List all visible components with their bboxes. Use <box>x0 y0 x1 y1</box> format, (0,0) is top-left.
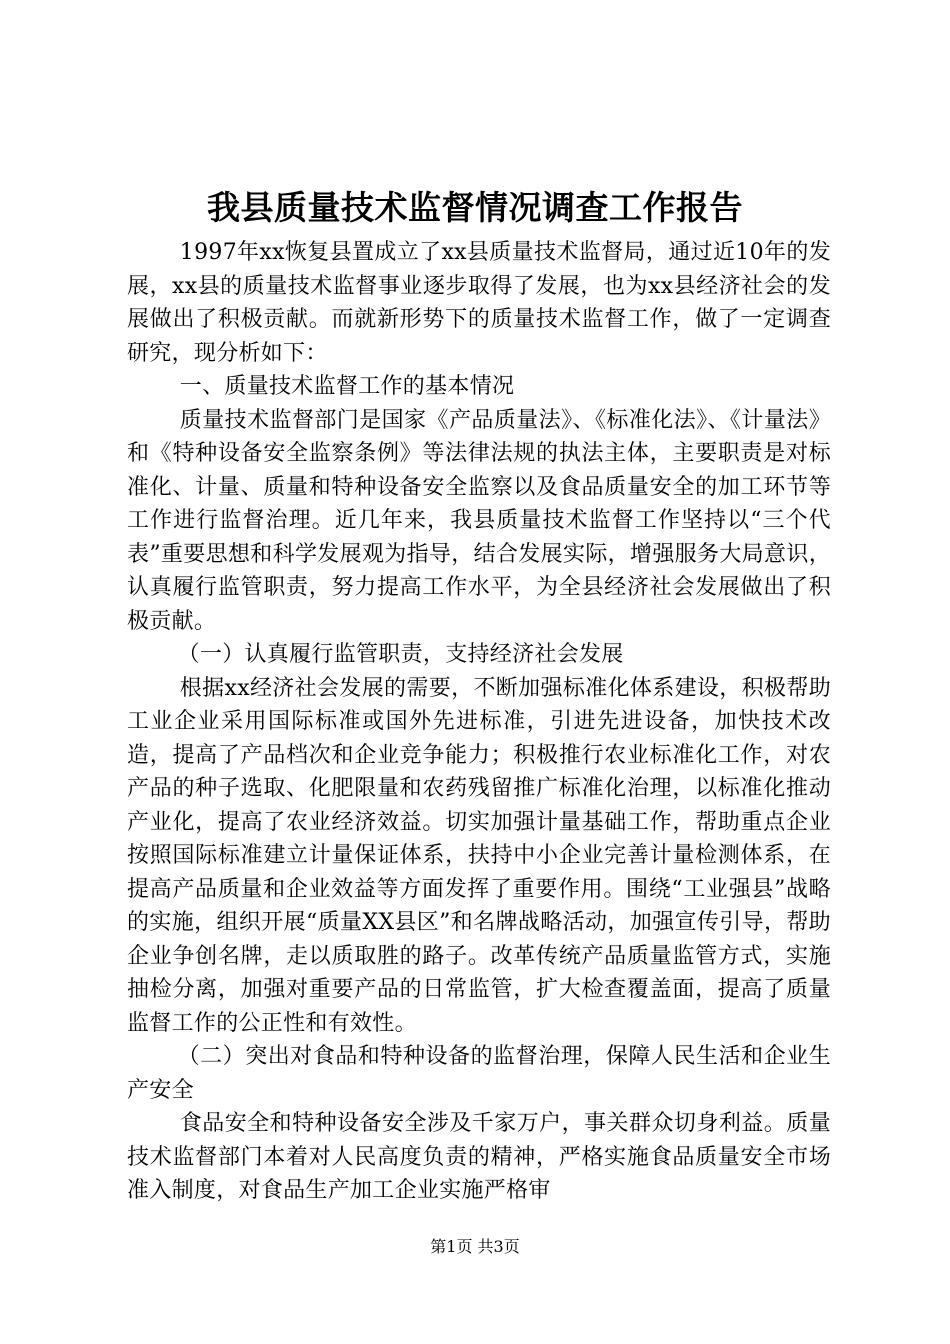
document-body <box>127 236 831 1208</box>
document-title: 我县质量技术监督情况调查工作报告 <box>207 188 743 227</box>
body-paragraph-food-safety: 食品安全和特种设备安全涉及千家万户，事关群众切身利益。质量技术监督部门本着对人民高度负责的精神，严格实施食品质量安全市场准入制度，对食品生产加工企业实施严格审 <box>127 1111 831 1203</box>
subheading-one: （一）认真履行监管职责，支持经济社会发展 <box>177 642 624 667</box>
section-heading-basic-situation: 一、质量技术监督工作的基本情况 <box>179 374 515 399</box>
page-footer: 第1页 共3页 <box>430 1237 520 1256</box>
body-paragraph-standardization: 根据xx经济社会发展的需要，不断加强标准化体系建设，积极帮助工业企业采用国际标准或国外先进标准，引进先进设备，加快技术改造，提高了产品档次和企业竞争能力；积极推行农业标准化工作，对农产品的种子选取、化肥限量和农药残留推广标准化治理，以标准化推动产业化，提高了农业经济效益。切实加强计量基础工作，帮助重点企业按照国际标准建立计量保证体系，扶持中小企业完善计量检测体系，在提高产品质量和企业效益等方面发挥了重要作用。围绕“工业强县”战略的实施，组织开展“质量XX县区”和名牌战略活动，加强宣传引导，帮助企业争创名牌，走以质取胜的路子。改革传统产品质量监管方式，实施抽检分离，加强对重要产品的日常监管，扩大检查覆盖面，提高了质量监督工作的公正性和有效性。 <box>127 675 831 1036</box>
body-paragraph-duties: 质量技术监督部门是国家《产品质量法》、《标准化法》、《计量法》和《特种设备安全监察条例》等法律法规的执法主体，主要职责是对标准化、计量、质量和特种设备安全监察以及食品质量安全的加工环节等工作进行监督治理。近几年来，我县质量技术监督工作坚持以“三个代表”重要思想和科学发展观为指导，结合发展实际，增强服务大局意识，认真履行监管职责，努力提高工作水平，为全县经济社会发展做出了积极贡献。 <box>127 407 831 634</box>
intro-paragraph: 1997年xx恢复县置成立了xx县质量技术监督局，通过近10年的发展，xx县的质量技术监督事业逐步取得了发展，也为xx县经济社会的发展做出了积极贡献。而就新形势下的质量技术监督工作，做了一定调查研究，现分析如下： <box>127 240 831 366</box>
subheading-two: （二）突出对食品和特种设备的监督治理，保障人民生活和企业生产安全 <box>127 1044 831 1103</box>
